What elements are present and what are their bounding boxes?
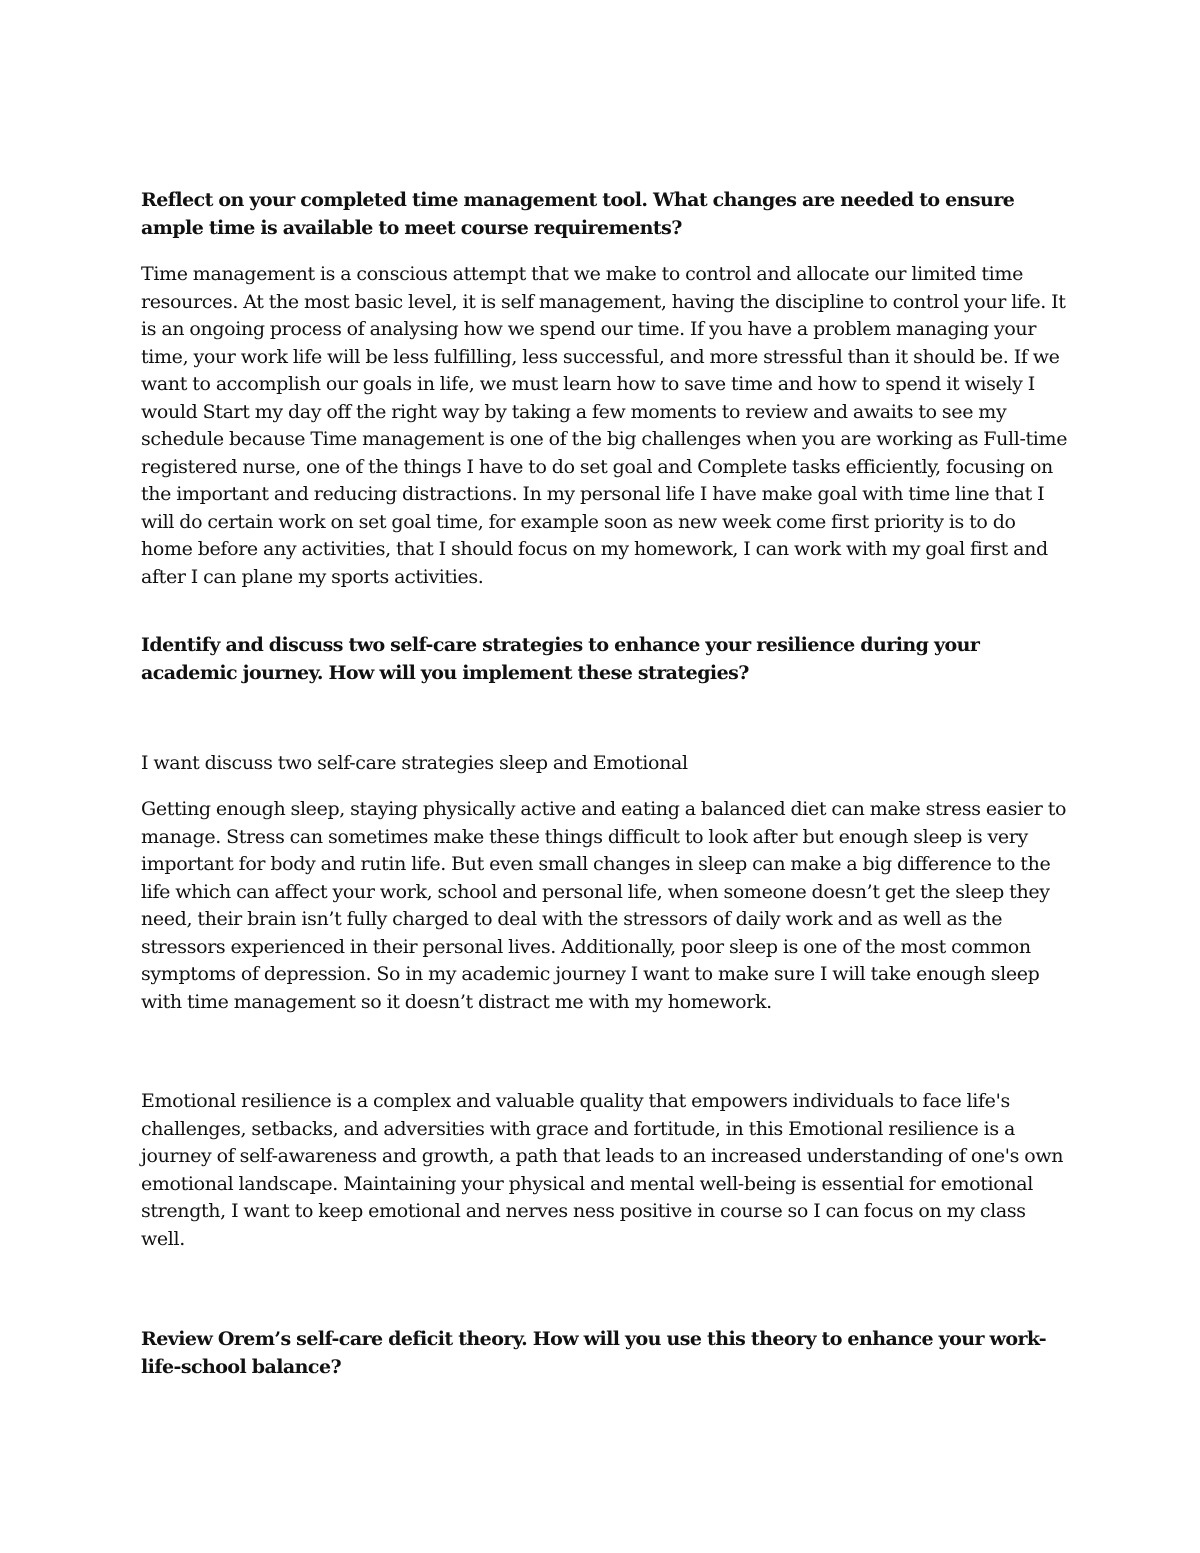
answer-intro-self-care: I want discuss two self-care strategies sleep and Emotional — [141, 752, 688, 774]
question-heading-time-management: Reflect on your completed time management tool. What changes are needed to ensure ample time is available to meet course requirements? — [141, 189, 1015, 239]
answer-paragraph-emotional-resilience: Emotional resilience is a complex and valuable quality that empowers individuals to face life's challenges, setbacks, and adversities with grace and fortitude, in this Emotional resilience is a journey of self-awareness and growth, a path that leads to an increased understanding of one's own emotional landscape. Maintaining your physical and mental well-being is essential for emotional strength, I want to keep emotional and nerves ness positive in course so I can focus on my class well. — [141, 1090, 1064, 1250]
question-heading-self-care-strategies: Identify and discuss two self-care strategies to enhance your resilience during your academic journey. How will you implement these strategies? — [141, 634, 980, 684]
answer-paragraph-sleep: Getting enough sleep, staying physically active and eating a balanced diet can make stress easier to manage. Stress can sometimes make these things difficult to look after but enough sleep is very important for body and rutin life. But even small changes in sleep can make a big difference to the life which can affect your work, school and personal life, when someone doesn’t get the sleep they need, their brain isn’t fully charged to deal with the stressors of daily work and as well as the stressors experienced in their personal lives. Additionally, poor sleep is one of the most common symptoms of depression. So in my academic journey I want to make sure I will take enough sleep with time management so it doesn’t distract me with my homework. — [141, 798, 1067, 1013]
answer-paragraph-time-management: Time management is a conscious attempt that we make to control and allocate our limited time resources. At the most basic level, it is self management, having the discipline to control your life. It is an ongoing process of analysing how we spend our time. If you have a problem managing your time, your work life will be less fulfilling, less successful, and more stressful than it should be. If we want to accomplish our goals in life, we must learn how to save time and how to spend it wisely I would Start my day off the right way by taking a few moments to review and awaits to see my schedule because Time management is one of the big challenges when you are working as Full-time registered nurse, one of the things I have to do set goal and Complete tasks efficiently, focusing on the important and reducing distractions. In my personal life I have make goal with time line that I will do certain work on set goal time, for example soon as new week come first priority is to do home before any activities, that I should focus on my homework, I can work with my goal first and after I can plane my sports activities. — [141, 263, 1068, 588]
question-heading-orem-theory: Review Orem’s self-care deficit theory. How will you use this theory to enhance your work-life-school balance? — [141, 1328, 1047, 1378]
